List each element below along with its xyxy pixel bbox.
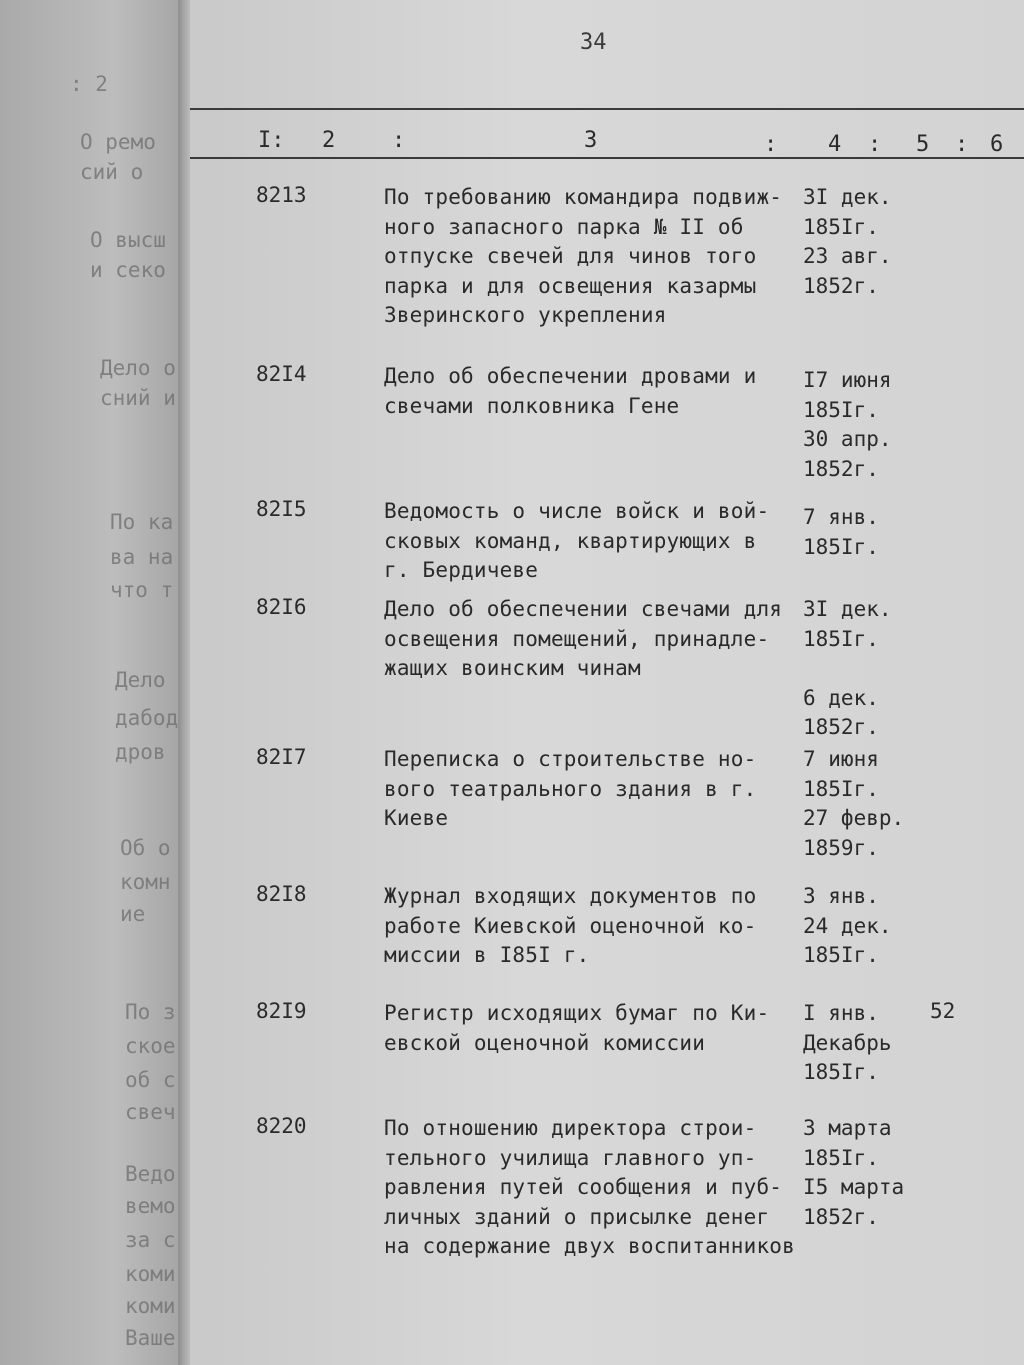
left-page-line: О высш bbox=[90, 228, 166, 252]
left-page-line: об с bbox=[125, 1068, 176, 1092]
column-separator: : bbox=[868, 132, 882, 157]
file-number: 82I8 bbox=[256, 882, 307, 906]
file-number: 8220 bbox=[256, 1114, 307, 1138]
column-separator: : bbox=[764, 132, 778, 157]
page-number: 34 bbox=[580, 30, 607, 55]
left-page-line: ие bbox=[120, 902, 146, 926]
file-description: Журнал входящих документов по работе Киевской оценочной ко- миссии в I85I г. bbox=[384, 884, 757, 967]
file-dates: 3I дек. 185Iг. 6 дек. 1852г. bbox=[803, 597, 892, 739]
left-page-line: Ведо bbox=[125, 1162, 176, 1186]
left-page-line: коми bbox=[125, 1262, 176, 1286]
file-dates: 3 янв. 24 дек. 185Iг. bbox=[803, 884, 892, 967]
left-page-line: Ваше bbox=[125, 1326, 176, 1350]
file-number: 82I6 bbox=[256, 595, 307, 619]
left-page-line: за с bbox=[125, 1228, 176, 1252]
left-page-line: сий о bbox=[80, 160, 144, 184]
left-page-line: Дело bbox=[115, 668, 166, 692]
left-page-line: сний и bbox=[100, 386, 176, 410]
left-page-line: коми bbox=[125, 1294, 176, 1318]
file-dates: 7 янв. 185Iг. bbox=[803, 505, 879, 559]
file-description: По требованию командира подвиж- ного запасного парка № II об отпуске свечей для чинов того парка и для освещения казармы Зверинского укрепления bbox=[384, 185, 783, 327]
left-page-line: комн bbox=[120, 870, 171, 894]
file-description: По отношению директора строи- тельного училища главного уп- равления путей сообщения и пуб- личных зданий о присылке денег на содержание двух воспитанников bbox=[384, 1116, 795, 1258]
file-description: Регистр исходящих бумаг по Ки- евской оценочной комиссии bbox=[384, 1001, 770, 1055]
file-number: 8213 bbox=[256, 183, 307, 207]
left-page-line: О ремо bbox=[80, 130, 156, 154]
file-description: Ведомость о числе войск и вой- сковых команд, квартирующих в г. Бердичеве bbox=[384, 499, 770, 582]
column-header-5: 5 bbox=[916, 132, 930, 157]
left-page-line: По з bbox=[125, 1000, 176, 1024]
file-description: Дело об обеспечении дровами и свечами полковника Гене bbox=[384, 364, 757, 418]
header-rule-top bbox=[190, 108, 1024, 110]
column-header-2: 2 bbox=[322, 128, 336, 153]
file-dates: 7 июня 185Iг. 27 февр. 1859г. bbox=[803, 747, 905, 860]
left-page-line: ва на bbox=[110, 545, 174, 569]
left-page-line: По ка bbox=[110, 510, 174, 534]
column-header-3: 3 bbox=[584, 128, 598, 153]
file-description: Дело об обеспечении свечами для освещения помещений, принадле- жащих воинским чинам bbox=[384, 597, 783, 680]
file-number: 82I4 bbox=[256, 362, 307, 386]
file-description: Переписка о строительстве но- вого театрального здания в г. Киеве bbox=[384, 747, 757, 830]
left-page-line: вемо bbox=[125, 1194, 176, 1218]
left-page-line: свеч bbox=[125, 1100, 176, 1124]
column-header-4: 4 bbox=[828, 132, 842, 157]
left-page-line: дров bbox=[115, 740, 166, 764]
file-dates: I янв. Декабрь 185Iг. bbox=[803, 1001, 892, 1084]
left-page-line: Об о bbox=[120, 836, 171, 860]
file-dates: 3I дек. 185Iг. 23 авг. 1852г. bbox=[803, 185, 892, 298]
file-number: 82I9 bbox=[256, 999, 307, 1023]
column-separator: : bbox=[392, 128, 406, 153]
file-dates: 3 марта 185Iг. I5 марта 1852г. bbox=[803, 1116, 905, 1229]
left-page bbox=[0, 0, 190, 1365]
column-separator: : bbox=[955, 132, 969, 157]
left-page-line: Дело о bbox=[100, 356, 176, 380]
left-page-header-fragment: : 2 bbox=[70, 72, 108, 96]
header-rule-bottom bbox=[190, 157, 1024, 159]
left-page-line: дабод bbox=[115, 706, 179, 730]
sheet-count: 52 bbox=[930, 999, 956, 1023]
file-number: 82I7 bbox=[256, 745, 307, 769]
left-page-line: что т bbox=[110, 578, 174, 602]
file-dates: I7 июня 185Iг. 30 апр. 1852г. bbox=[803, 368, 892, 481]
column-header-1: I: bbox=[258, 128, 285, 153]
column-header-6: 6 bbox=[990, 132, 1004, 157]
left-page-line: и секо bbox=[90, 258, 166, 282]
file-number: 82I5 bbox=[256, 497, 307, 521]
left-page-line: ское bbox=[125, 1034, 176, 1058]
